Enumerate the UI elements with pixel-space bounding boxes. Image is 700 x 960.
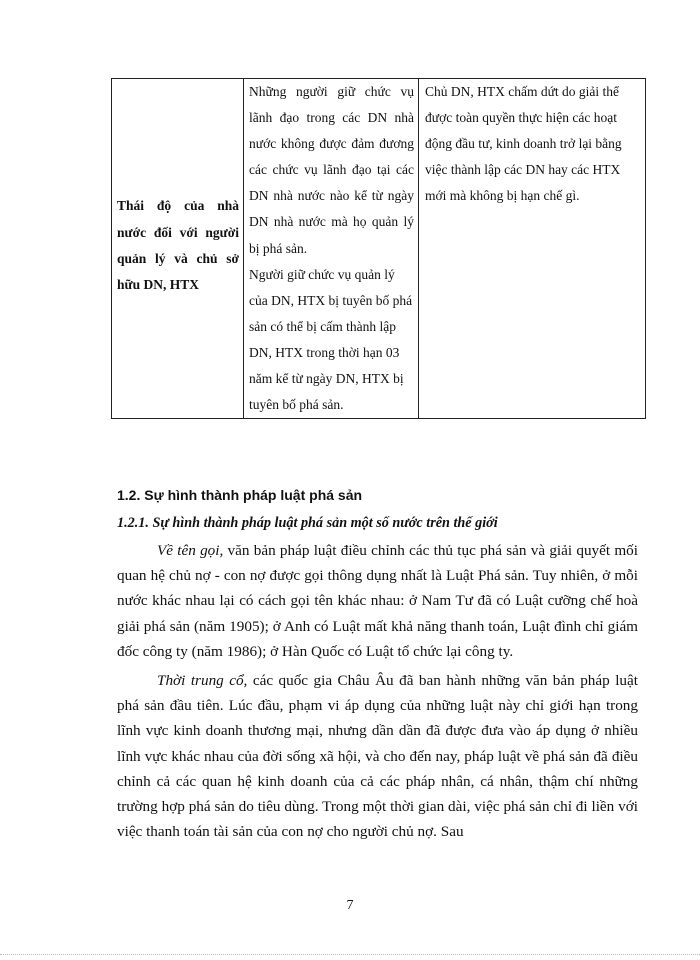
cell-paragraph: Những người giữ chức vụ lãnh đạo trong các DN nhà nước không được đảm đương các chức vụ lãnh đạo tại các DN nhà nước nào kể từ ngày DN nhà nước mà họ quản lý bị phá sản. [249, 84, 414, 256]
row-header-text: Thái độ của nhà nước đối với người quản lý và chủ sở hữu DN, HTX [117, 198, 239, 292]
section-heading: 1.2. Sự hình thành pháp luật phá sản [117, 487, 363, 503]
row-header-cell [112, 79, 244, 419]
body-paragraph [117, 538, 638, 664]
paragraph-lead: Thời trung cổ, [157, 672, 248, 690]
subsection-heading: 1.2.1. Sự hình thành pháp luật phá sản một số nước trên thế giới [117, 515, 498, 531]
page-bottom-divider [0, 954, 700, 955]
bankruptcy-cell [244, 79, 419, 419]
paragraph-text: văn bản pháp luật điều chỉnh các thủ tục phá sản và giải quyết mối quan hệ chủ nợ - con nợ được gọi thông dụng nhất là Luật Phá sản. Tuy nhiên, ở mỗi nước khác nhau lại có cách gọi tên khác nhau: ở Nam Tư đã có Luật cưỡng chế hoà giải phá sản (năm 1905); ở Anh có Luật mất khả năng thanh toán, Luật đình chỉ giám đốc công ty (năm 1986); ở Hàn Quốc có Luật tổ chức lại công ty. [117, 542, 638, 660]
body-paragraph [117, 668, 638, 844]
paragraph-text: các quốc gia Châu Âu đã ban hành những văn bản pháp luật phá sản đầu tiên. Lúc đầu, phạm vi áp dụng của những luật này chỉ giới hạn trong lĩnh vực kinh doanh thương mại, nhưng dần dần đã được đưa vào áp dụng ở nhiều lĩnh vực khác nhau của đời sống xã hội, và cho đến nay, pháp luật về phá sản đã điều chỉnh cả các quan hệ kinh doanh của cả các pháp nhân, cá nhân, thậm chí những trường hợp phá sản do tiêu dùng. Trong một thời gian dài, việc phá sản chỉ đi liền với việc thanh toán tài sản của con nợ cho người chủ nợ. Sau [117, 672, 638, 841]
table-row [112, 79, 646, 419]
dissolution-cell [419, 79, 646, 419]
body-text [117, 538, 638, 848]
cell-paragraph: Người giữ chức vụ quản lý của DN, HTX bị tuyên bố phá sản có thể bị cấm thành lập DN, HTX trong thời hạn 03 năm kể từ ngày DN, HTX bị tuyên bố phá sản. [249, 266, 413, 413]
paragraph-lead: Về tên gọi, [157, 542, 224, 559]
page-number: 7 [346, 898, 354, 913]
comparison-table [111, 78, 646, 419]
cell-paragraph: Chủ DN, HTX chấm dứt do giải thể được toàn quyền thực hiện các hoạt động đầu tư, kinh doanh trở lại bằng việc thành lập các DN hay các HTX mới mà không bị hạn chế gì. [425, 84, 622, 204]
